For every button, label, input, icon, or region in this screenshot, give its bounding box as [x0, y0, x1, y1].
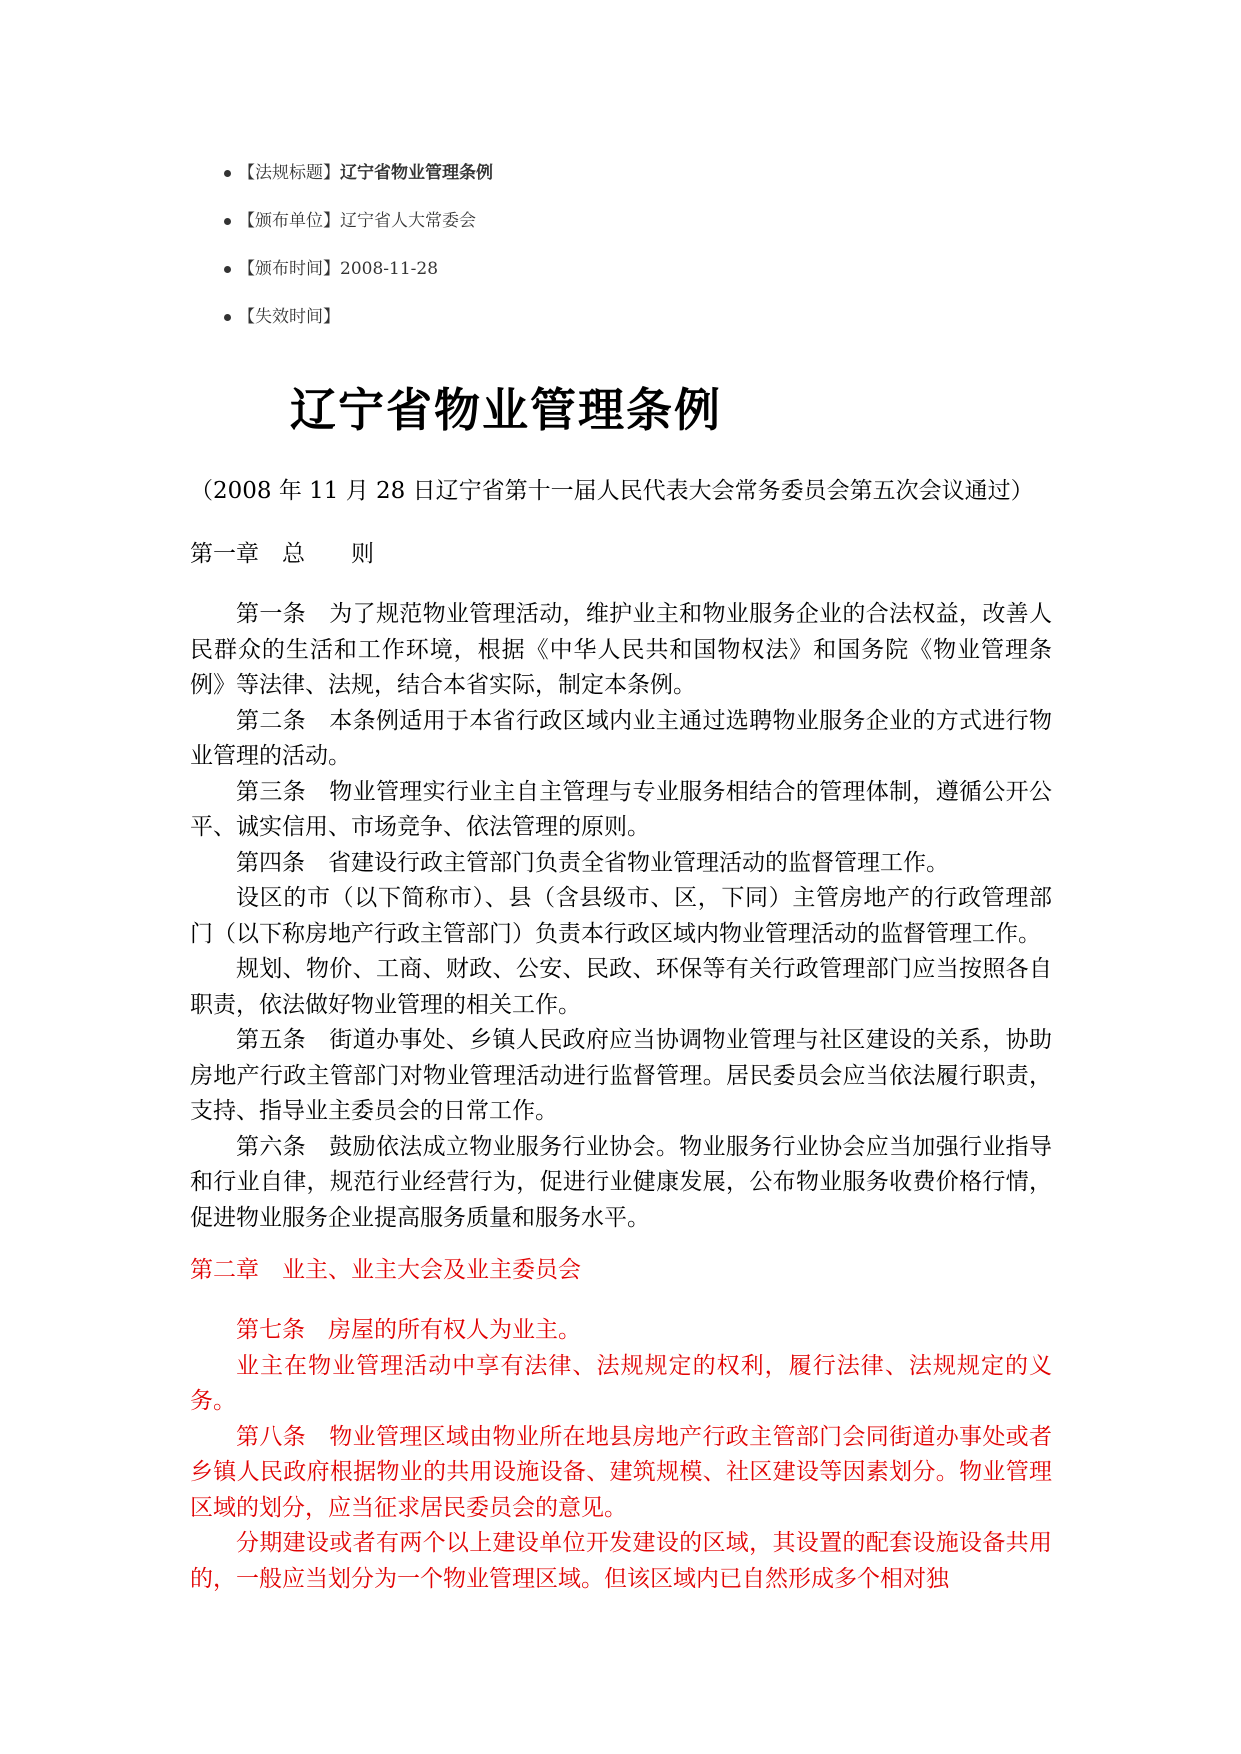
article-4: 第四条 省建设行政主管部门负责全省物业管理活动的监督管理工作。 — [236, 849, 949, 876]
chapter-1-body — [190, 597, 1052, 1236]
meta-item-date — [190, 254, 493, 302]
chapter-1-heading: 第一章 总 则 — [190, 541, 374, 567]
article-2: 第二条 本条例适用于本省行政区域内业主通过选聘物业服务企业的方式进行物业管理的活动。 — [190, 707, 1052, 769]
bullet-icon — [224, 218, 231, 225]
article-3: 第三条 物业管理实行业主自主管理与专业服务相结合的管理体制，遵循公开公平、诚实信用、市场竞争、依法管理的原则。 — [190, 778, 1052, 840]
article-8: 第八条 物业管理区域由物业所在地县房地产行政主管部门会同街道办事处或者乡镇人民政府根据物业的共用设施设备、建筑规模、社区建设等因素划分。物业管理区域的划分，应当征求居民委员会的意见。 — [190, 1423, 1052, 1521]
article-4-clause-3: 规划、物价、工商、财政、公安、民政、环保等有关行政管理部门应当按照各自职责，依法做好物业管理的相关工作。 — [190, 956, 1052, 1018]
document-subtitle: （2008 年 11 月 28 日辽宁省第十一届人民代表大会常务委员会第五次会议通过） — [190, 478, 1034, 504]
meta-label: 【颁布单位】 — [238, 211, 340, 231]
article-7-clause-2: 业主在物业管理活动中享有法律、法规规定的权利，履行法律、法规规定的义务。 — [190, 1352, 1052, 1414]
metadata-list — [190, 158, 493, 350]
meta-item-issuer — [190, 206, 493, 254]
meta-label: 【法规标题】 — [238, 163, 340, 183]
bullet-icon — [224, 266, 231, 273]
meta-label: 【颁布时间】 — [238, 259, 340, 279]
meta-item-title — [190, 158, 493, 206]
article-6: 第六条 鼓励依法成立物业服务行业协会。物业服务行业协会应当加强行业指导和行业自律，规范行业经营行为，促进行业健康发展，公布物业服务收费价格行情，促进物业服务企业提高服务质量和服务水平。 — [190, 1133, 1052, 1231]
article-4-clause-2: 设区的市（以下简称市）、县（含县级市、区，下同）主管房地产的行政管理部门（以下称房地产行政主管部门）负责本行政区域内物业管理活动的监督管理工作。 — [190, 885, 1052, 947]
meta-value: 辽宁省物业管理条例 — [340, 163, 493, 183]
article-8-clause-2: 分期建设或者有两个以上建设单位开发建设的区域，其设置的配套设施设备共用的，一般应当划分为一个物业管理区域。但该区域内已自然形成多个相对独 — [190, 1530, 1052, 1592]
bullet-icon — [224, 170, 231, 177]
meta-label: 【失效时间】 — [238, 307, 340, 327]
article-5: 第五条 街道办事处、乡镇人民政府应当协调物业管理与社区建设的关系，协助房地产行政主管部门对物业管理活动进行监督管理。居民委员会应当依法履行职责，支持、指导业主委员会的日常工作。 — [190, 1027, 1052, 1124]
meta-item-expiry — [190, 302, 493, 350]
chapter-2-heading: 第二章 业主、业主大会及业主委员会 — [190, 1257, 581, 1283]
document-title: 辽宁省物业管理条例 — [290, 383, 722, 437]
meta-value: 辽宁省人大常委会 — [340, 211, 476, 231]
article-7: 第七条 房屋的所有权人为业主。 — [236, 1317, 581, 1343]
bullet-icon — [224, 314, 231, 321]
chapter-2-body — [190, 1313, 1052, 1597]
article-1: 第一条 为了规范物业管理活动，维护业主和物业服务企业的合法权益，改善人民群众的生活和工作环境，根据《中华人民共和国物权法》和国务院《物业管理条例》等法律、法规，结合本省实际，制定本条例。 — [190, 601, 1052, 698]
meta-value: 2008-11-28 — [340, 259, 439, 279]
